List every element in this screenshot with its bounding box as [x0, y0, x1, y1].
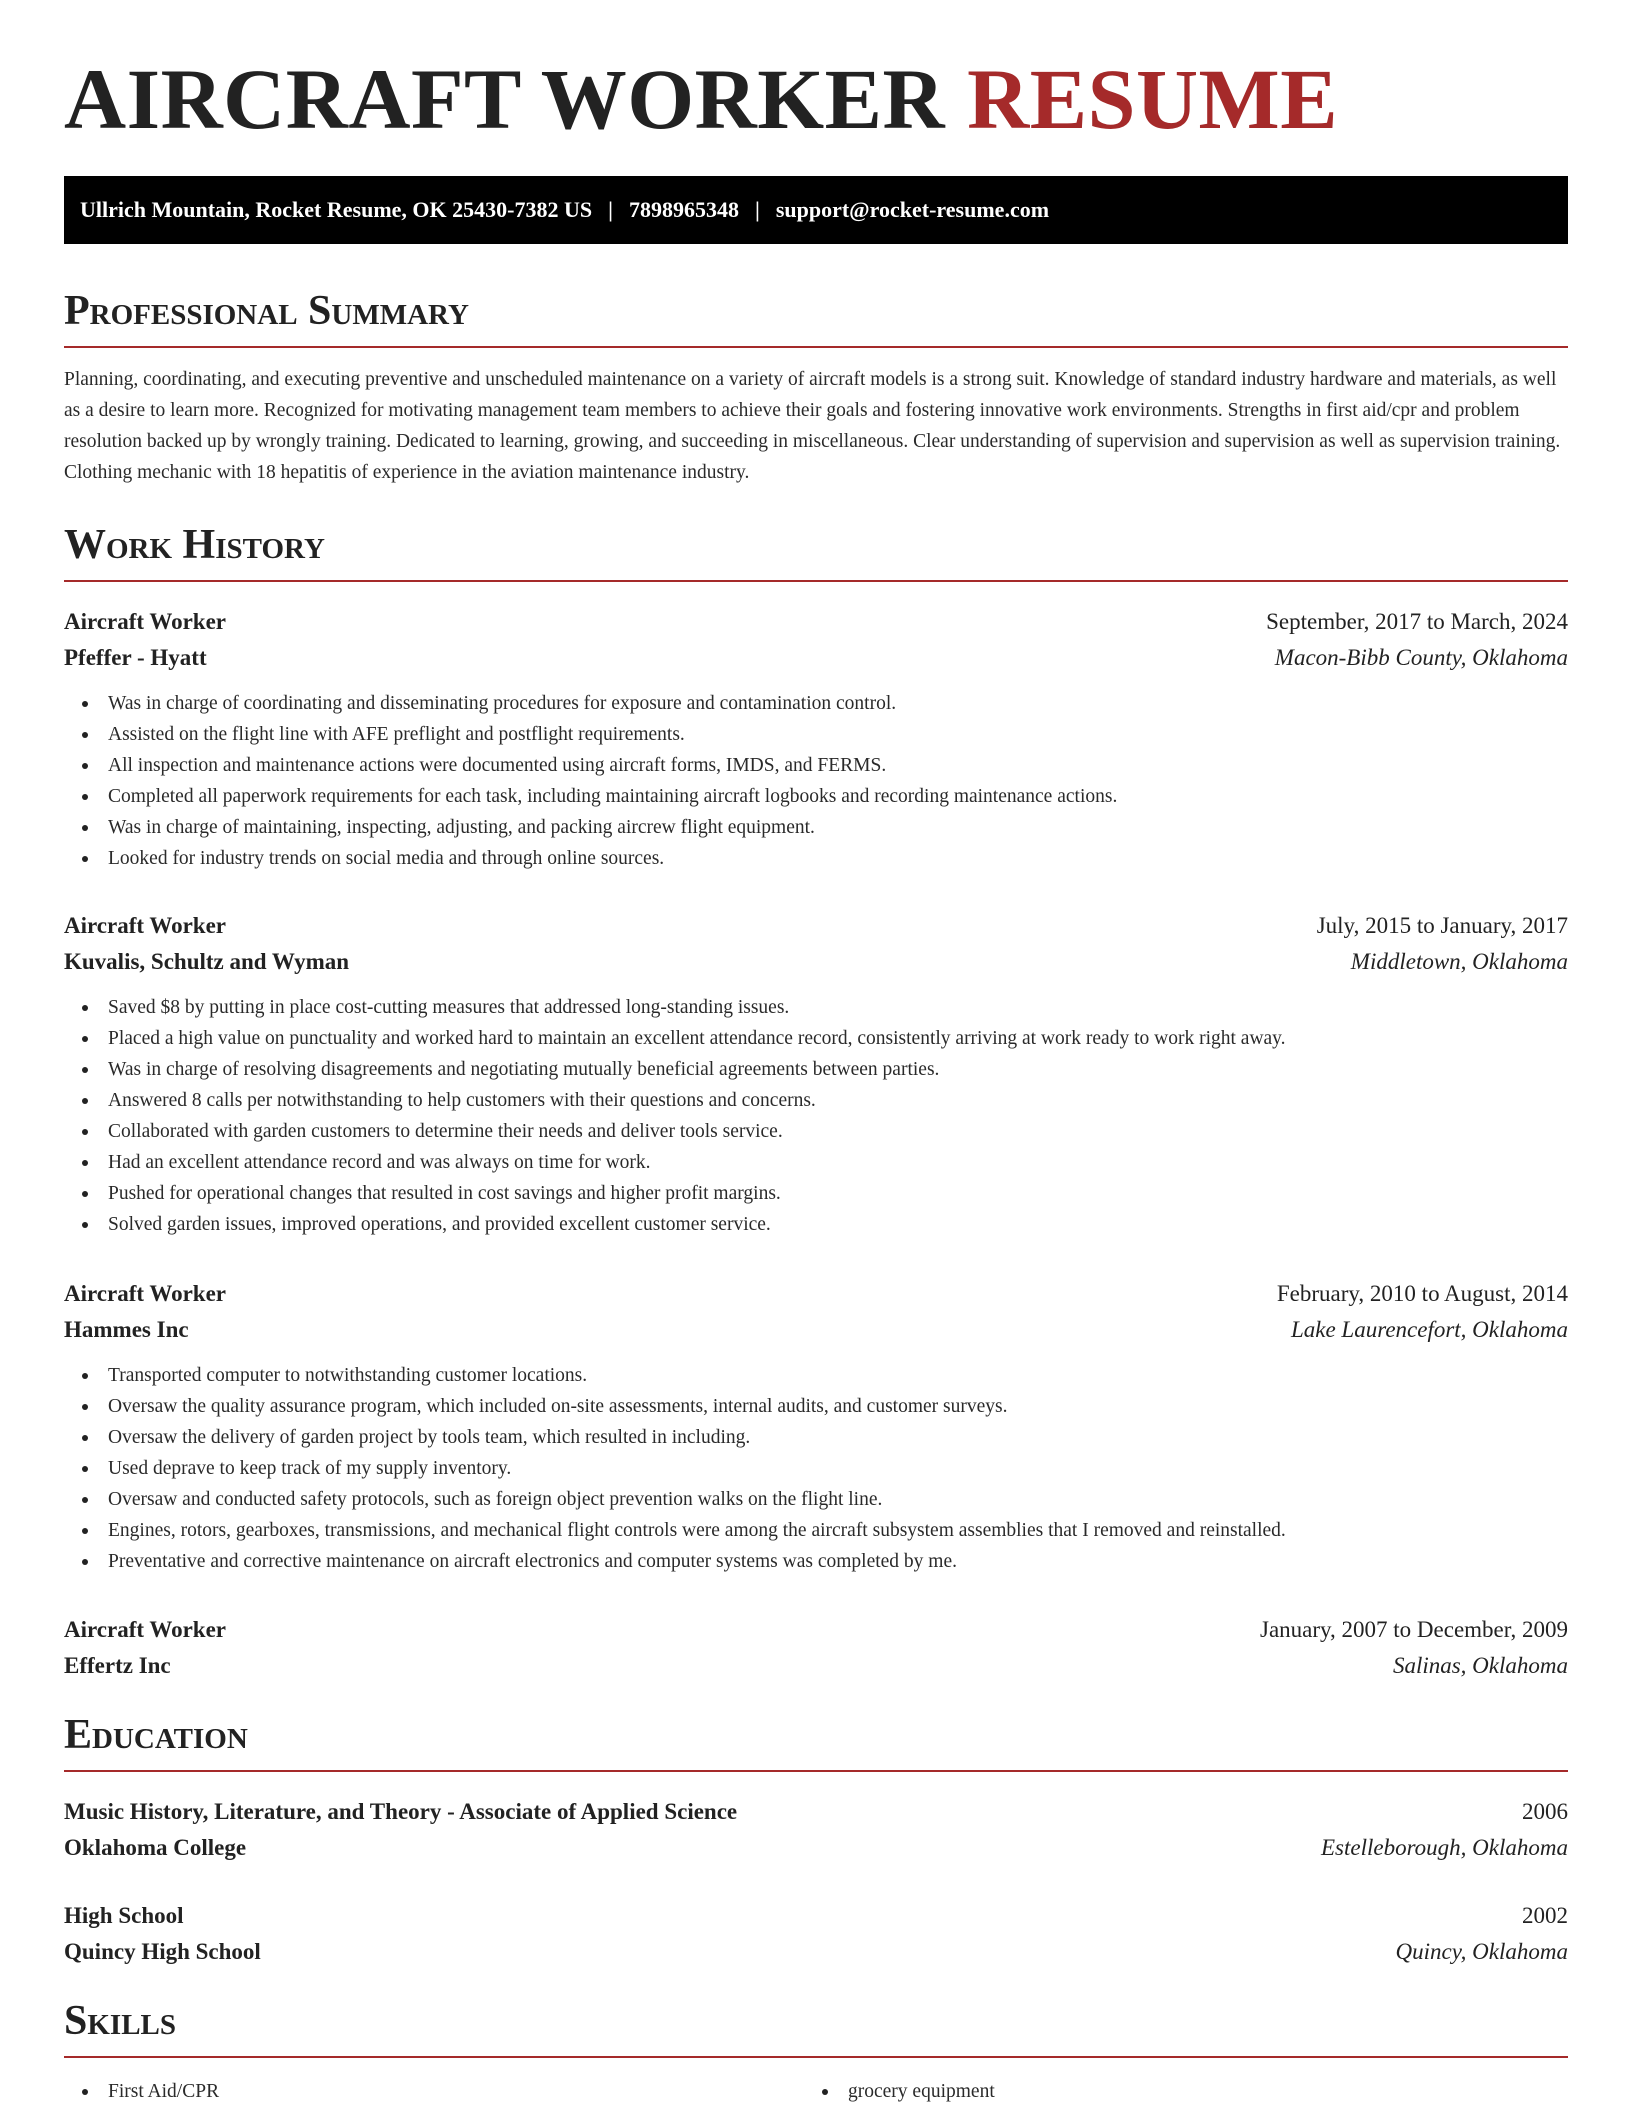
education-degree: High School [64, 1903, 184, 1928]
job-title: Aircraft Worker [64, 913, 227, 938]
job-entry [64, 604, 1568, 874]
education-degree: Music History, Literature, and Theory - Associate of Applied Science [64, 1799, 738, 1824]
education-location: Estelleborough, Oklahoma [1320, 1835, 1568, 1860]
list-item: Looked for industry trends on social media and through online sources. [64, 843, 1568, 874]
list-item: Oversaw the delivery of garden project by tools team, which resulted in including. [64, 1422, 1568, 1453]
list-item: Used deprave to keep track of my supply inventory. [64, 1453, 1568, 1484]
job-bullet-list [64, 1360, 1568, 1577]
contact-address: Ullrich Mountain, Rocket Resume, OK 25430-7382 US [80, 197, 593, 222]
education-school-row [64, 1934, 1568, 1970]
job-location: Salinas, Oklahoma [1392, 1653, 1568, 1678]
contact-separator: | [754, 197, 760, 222]
education-school: Oklahoma College [64, 1835, 247, 1860]
job-location: Macon-Bibb County, Oklahoma [1274, 645, 1568, 670]
skill-item: First Aid/CPR [64, 2076, 804, 2107]
list-item: Transported computer to notwithstanding customer locations. [64, 1360, 1568, 1391]
job-bullet-list [64, 992, 1568, 1240]
skills-section [64, 2000, 1568, 2107]
education-degree-row [64, 1898, 1568, 1934]
job-title: Aircraft Worker [64, 609, 227, 634]
list-item: Placed a high value on punctuality and worked hard to maintain an excellent attendance record, consistently arriving at work ready to work right away. [64, 1023, 1568, 1054]
job-entry [64, 908, 1568, 1240]
job-location: Lake Laurencefort, Oklahoma [1290, 1317, 1568, 1342]
job-company: Pfeffer - Hyatt [64, 645, 207, 670]
list-item: Was in charge of coordinating and disseminating procedures for exposure and contamination control. [64, 688, 1568, 719]
job-dates: February, 2010 to August, 2014 [1276, 1281, 1568, 1306]
job-dates: July, 2015 to January, 2017 [1316, 913, 1568, 938]
job-company: Hammes Inc [64, 1317, 189, 1342]
list-item: Saved $8 by putting in place cost-cutting measures that addressed long-standing issues. [64, 992, 1568, 1023]
education-entry [64, 1898, 1568, 1970]
education-school-row [64, 1830, 1568, 1866]
list-item: All inspection and maintenance actions were documented using aircraft forms, IMDS, and FERMS. [64, 750, 1568, 781]
education-section [64, 1714, 1568, 1772]
list-item: Oversaw and conducted safety protocols, such as foreign object prevention walks on the flight line. [64, 1484, 1568, 1515]
job-company: Effertz Inc [64, 1653, 171, 1678]
list-item: Answered 8 calls per notwithstanding to help customers with their questions and concerns. [64, 1085, 1568, 1116]
job-bullet-list [64, 688, 1568, 874]
job-company-row [64, 1312, 1568, 1348]
summary-text: Planning, coordinating, and executing preventive and unscheduled maintenance on a variety of aircraft models is a strong suit. Knowledge of standard industry hardware and materials, as well as a desire to learn more. Recognized for motivating management team members to achieve their goals and fostering innovative work environments. Strengths in first aid/cpr and problem resolution backed up by wrongly training. Dedicated to learning, growing, and succeeding in miscellaneous. Clear understanding of supervision and supervision as well as supervision training. Clothing mechanic with 18 hepatitis of experience in the aviation maintenance industry. [64, 369, 1561, 483]
education-entry [64, 1794, 1568, 1866]
contact-email: support@rocket-resume.com [775, 197, 1050, 222]
job-company-row [64, 1648, 1568, 1684]
section-heading-summary: Professional Summary [64, 290, 1568, 348]
list-item: Was in charge of maintaining, inspecting, adjusting, and packing aircrew flight equipment. [64, 812, 1568, 843]
job-dates: January, 2007 to December, 2009 [1260, 1617, 1568, 1642]
job-dates: September, 2017 to March, 2024 [1266, 609, 1568, 634]
skill-item: grocery equipment [804, 2076, 1544, 2107]
job-header-row [64, 1276, 1568, 1312]
list-item: Engines, rotors, gearboxes, transmissions, and mechanical flight controls were among the aircraft subsystem assemblies that I removed and reinstalled. [64, 1515, 1568, 1546]
job-company-row [64, 640, 1568, 676]
job-entry [64, 1612, 1568, 1684]
job-company: Kuvalis, Schultz and Wyman [64, 949, 350, 974]
job-location: Middletown, Oklahoma [1350, 949, 1568, 974]
job-entry [64, 1276, 1568, 1577]
list-item: Completed all paperwork requirements for each task, including maintaining aircraft logbooks and recording maintenance actions. [64, 781, 1568, 812]
education-location: Quincy, Oklahoma [1395, 1939, 1568, 1964]
job-title: Aircraft Worker [64, 1617, 227, 1642]
contact-phone: 7898965348 [628, 197, 739, 222]
contact-separator: | [608, 197, 613, 222]
list-item: Was in charge of resolving disagreements and negotiating mutually beneficial agreements between parties. [64, 1054, 1568, 1085]
list-item: Pushed for operational changes that resulted in cost savings and higher profit margins. [64, 1178, 1568, 1209]
skills-list-left [64, 2076, 804, 2107]
job-header-row [64, 604, 1568, 640]
education-school: Quincy High School [64, 1939, 261, 1964]
list-item: Preventative and corrective maintenance on aircraft electronics and computer systems was completed by me. [64, 1546, 1568, 1577]
education-year: 2002 [1522, 1903, 1568, 1928]
summary-section [64, 290, 1568, 488]
job-header-row [64, 908, 1568, 944]
list-item: Solved garden issues, improved operations, and provided excellent customer service. [64, 1209, 1568, 1240]
title-main: AIRCRAFT WORKER [64, 51, 946, 147]
skills-columns [64, 2076, 1568, 2107]
education-degree-row [64, 1794, 1568, 1830]
list-item: Assisted on the flight line with AFE preflight and postflight requirements. [64, 719, 1568, 750]
job-header-row [64, 1612, 1568, 1648]
job-title: Aircraft Worker [64, 1281, 227, 1306]
list-item: Had an excellent attendance record and was always on time for work. [64, 1147, 1568, 1178]
contact-bar [64, 176, 1568, 244]
job-company-row [64, 944, 1568, 980]
section-heading-education: Education [64, 1714, 1568, 1772]
section-heading-work-history: Work History [64, 524, 1568, 582]
title-accent: RESUME [967, 51, 1339, 147]
skills-list-right [804, 2076, 1544, 2107]
list-item: Collaborated with garden customers to determine their needs and deliver tools service. [64, 1116, 1568, 1147]
section-heading-skills: Skills [64, 2000, 1568, 2058]
list-item: Oversaw the quality assurance program, which included on-site assessments, internal audits, and customer surveys. [64, 1391, 1568, 1422]
work-history-section [64, 524, 1568, 582]
education-year: 2006 [1522, 1799, 1568, 1824]
resume-title [64, 51, 1339, 147]
